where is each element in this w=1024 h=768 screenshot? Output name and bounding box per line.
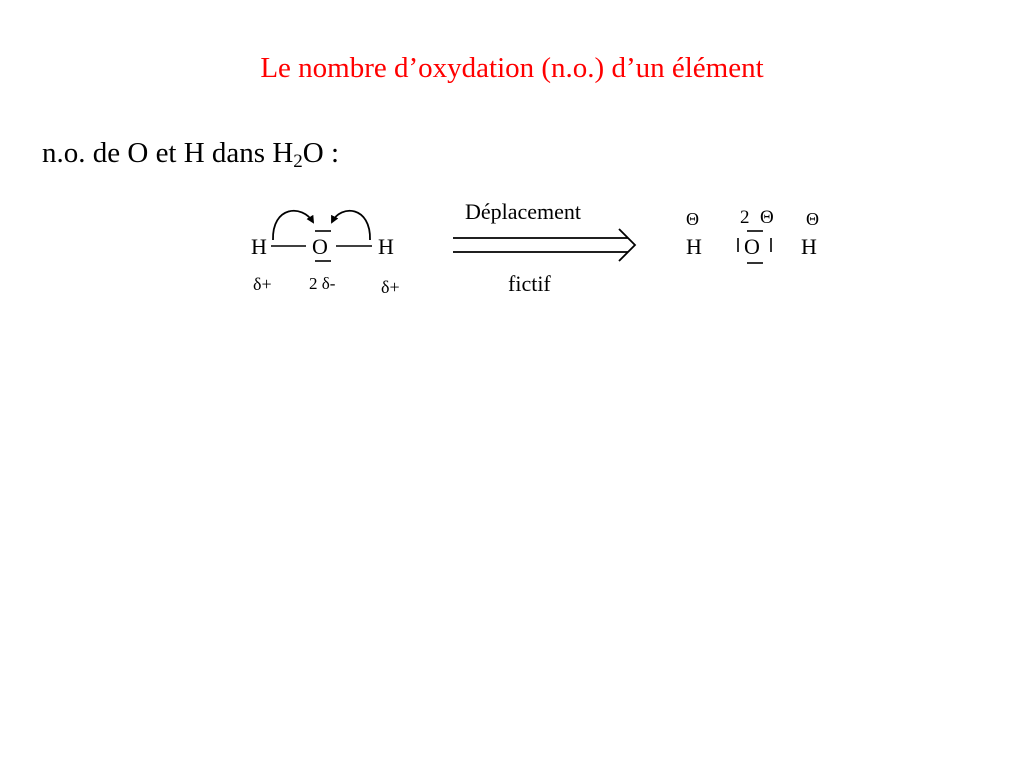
left-charge-h2: δ+ (381, 277, 400, 297)
left-molecule (251, 211, 400, 297)
left-atom-o: O (312, 234, 328, 259)
statement-suffix: O : (302, 137, 340, 169)
left-atom-h1: H (251, 234, 267, 259)
right-charge-h1: Θ (686, 209, 699, 229)
slide-title: Le nombre d’oxydation (n.o.) d’un élément (260, 52, 764, 84)
left-charge-o: 2 δ- (309, 274, 336, 293)
left-charge-h1: δ+ (253, 274, 272, 294)
right-atom-o: O (744, 234, 760, 259)
right-charge-o: Θ (760, 207, 774, 228)
curved-arrow-left (273, 211, 313, 240)
left-atom-h2: H (378, 234, 394, 259)
arrow-label-above: Déplacement (465, 199, 582, 224)
right-atom-h2: H (801, 234, 817, 259)
right-molecule (686, 207, 819, 263)
statement-prefix: n.o. de O et H dans H (42, 137, 294, 169)
arrow-label-below: fictif (508, 271, 551, 296)
right-charge-o-coefficient: 2 (740, 207, 750, 228)
displacement-arrow (453, 199, 635, 296)
statement-subscript: 2 (293, 151, 303, 172)
curved-arrow-right (332, 211, 370, 240)
right-atom-h1: H (686, 234, 702, 259)
right-charge-h2: Θ (806, 209, 819, 229)
arrow-head (619, 229, 635, 261)
